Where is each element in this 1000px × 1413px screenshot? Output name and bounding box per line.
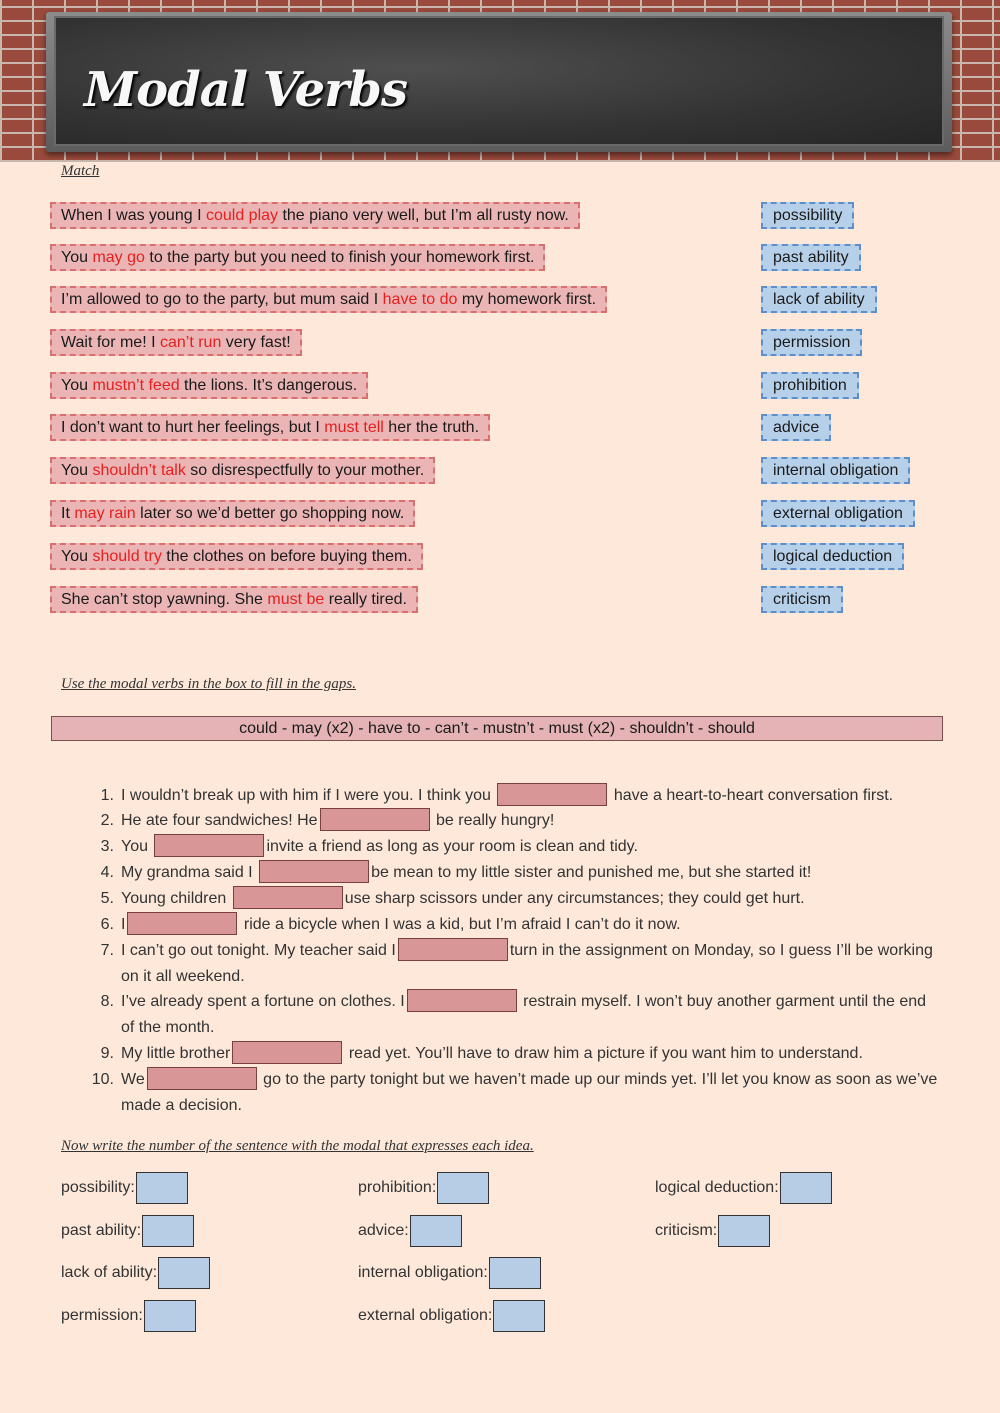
concept-card-prohibition[interactable]: prohibition (761, 372, 859, 399)
concept-card-possibility[interactable]: possibility (761, 202, 854, 229)
sentence-card-10[interactable]: She can’t stop yawning. She must be really tired. (50, 586, 418, 613)
concept-card-internal-obligation[interactable]: internal obligation (761, 457, 910, 484)
answer-box-prohibition[interactable] (437, 1172, 489, 1204)
concept-card-past-ability[interactable]: past ability (761, 244, 861, 271)
answer-box-lack-of-ability[interactable] (158, 1257, 210, 1289)
answer-possibility: possibility: (61, 1172, 188, 1204)
modal-verb: have to do (382, 291, 458, 308)
sentence-card-3[interactable]: I’m allowed to go to the party, but mum said I have to do my homework first. (50, 286, 607, 313)
modal-verb: mustn’t feed (92, 377, 180, 394)
answer-permission: permission: (61, 1300, 196, 1332)
gap-blank-9[interactable] (232, 1041, 342, 1064)
answer-internal-obligation: internal obligation: (358, 1257, 541, 1289)
answer-external-obligation: external obligation: (358, 1300, 545, 1332)
concept-card-external-obligation[interactable]: external obligation (761, 500, 915, 527)
sentence-card-9[interactable]: You should try the clothes on before buying them. (50, 543, 423, 570)
answer-criticism: criticism: (655, 1215, 770, 1247)
answer-box-advice[interactable] (410, 1215, 462, 1247)
gap-blank-2[interactable] (320, 808, 430, 831)
modal-verb: must be (267, 591, 325, 608)
gap-blank-4[interactable] (259, 860, 369, 883)
gap-blank-1[interactable] (497, 783, 607, 806)
answer-instruction: Now write the number of the sentence with the modal that expresses each idea. (61, 1138, 534, 1154)
answer-advice: advice: (358, 1215, 462, 1247)
modal-verb: must tell (324, 419, 384, 436)
sentence-card-4[interactable]: Wait for me! I can’t run very fast! (50, 329, 302, 356)
modal-verb: could play (205, 207, 279, 224)
answer-lack-of-ability: lack of ability: (61, 1257, 210, 1289)
concept-card-advice[interactable]: advice (761, 414, 831, 441)
word-bank: could - may (x2) - have to - can’t - mustn’t - must (x2) - shouldn’t - should (51, 716, 943, 741)
answer-logical-deduction: logical deduction: (655, 1172, 832, 1204)
concept-card-lack-of-ability[interactable]: lack of ability (761, 286, 877, 313)
match-instruction: Match (61, 163, 100, 179)
gap-blank-10[interactable] (147, 1067, 257, 1090)
answer-box-criticism[interactable] (718, 1215, 770, 1247)
answer-box-internal-obligation[interactable] (489, 1257, 541, 1289)
sentence-card-5[interactable]: You mustn’t feed the lions. It’s dangerous. (50, 372, 368, 399)
sentence-card-8[interactable]: It may rain later so we’d better go shopping now. (50, 500, 415, 527)
gap-blank-3[interactable] (154, 834, 264, 857)
answer-past-ability: past ability: (61, 1215, 194, 1247)
answer-prohibition: prohibition: (358, 1172, 489, 1204)
modal-verb: may rain (74, 505, 136, 522)
gap-blank-8[interactable] (407, 989, 517, 1012)
gap-blank-5[interactable] (233, 886, 343, 909)
answer-box-permission[interactable] (144, 1300, 196, 1332)
modal-verb: shouldn’t talk (92, 462, 186, 479)
answer-box-logical-deduction[interactable] (780, 1172, 832, 1204)
page-title: Modal Verbs (84, 62, 408, 118)
modal-verb: can’t run (159, 334, 222, 351)
answer-box-external-obligation[interactable] (493, 1300, 545, 1332)
answer-box-past-ability[interactable] (142, 1215, 194, 1247)
sentence-card-1[interactable]: When I was young I could play the piano very well, but I’m all rusty now. (50, 202, 580, 229)
gap-blank-6[interactable] (127, 912, 237, 935)
concept-card-permission[interactable]: permission (761, 329, 862, 356)
concept-card-criticism[interactable]: criticism (761, 586, 843, 613)
concept-card-logical-deduction[interactable]: logical deduction (761, 543, 904, 570)
sentence-card-7[interactable]: You shouldn’t talk so disrespectfully to your mother. (50, 457, 435, 484)
gap-blank-7[interactable] (398, 938, 508, 961)
sentence-card-2[interactable]: You may go to the party but you need to finish your homework first. (50, 244, 545, 271)
gap-instruction: Use the modal verbs in the box to fill in the gaps. (61, 676, 356, 692)
modal-verb: may go (92, 249, 145, 266)
modal-verb: should try (92, 548, 162, 565)
answer-box-possibility[interactable] (136, 1172, 188, 1204)
sentence-card-6[interactable]: I don’t want to hurt her feelings, but I must tell her the truth. (50, 414, 490, 441)
